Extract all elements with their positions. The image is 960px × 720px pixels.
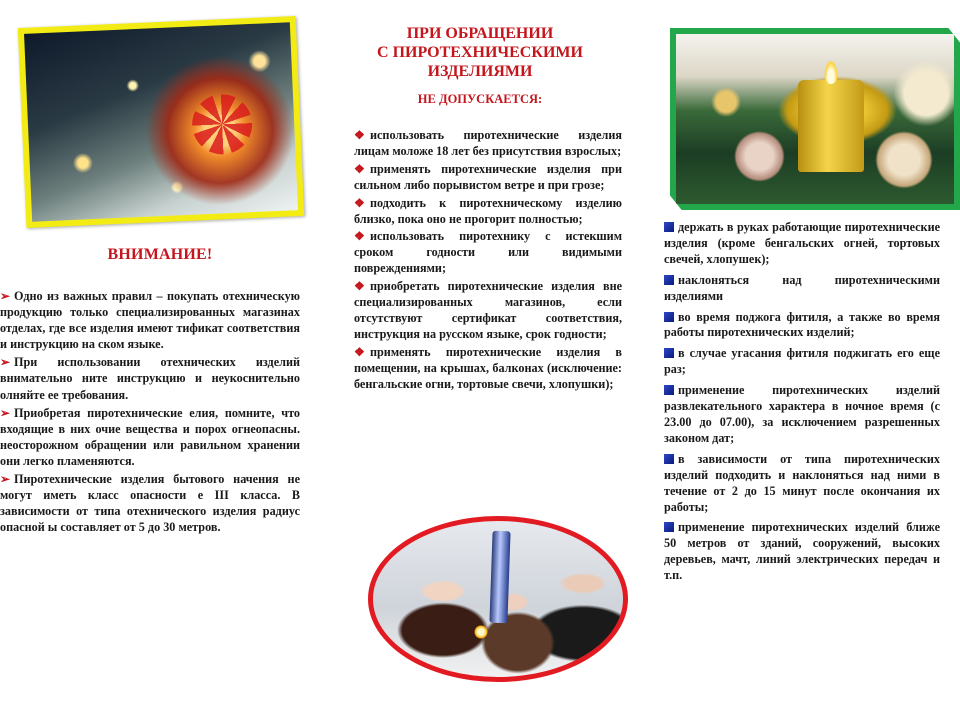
left-panel [0, 0, 320, 720]
firecracker-tube [489, 531, 510, 624]
diamond-bullet-icon: ❖ [354, 344, 365, 359]
list-item: ❖ применять пиротехнические изделия в помещении, на крышах, балконах (исключение: бенгальские огни, тортовые свечи, хлопушки); [354, 344, 622, 391]
attention-heading: ВНИМАНИЕ! [107, 246, 213, 263]
list-item: во время поджога фитиля, а также во время работы пиротехнических изделий; [664, 309, 940, 340]
square-bullet-icon [664, 222, 674, 232]
list-item: ❖ приобретать пиротехнические изделия вне специализированных магазинов, если отсутствуют сертификат соответствия, инструкция на русском языке, срок годности; [354, 279, 622, 341]
triangle-right-icon: ➢ [0, 355, 11, 370]
christmas-ornament-photo [18, 16, 304, 228]
square-bullet-icon [664, 348, 674, 358]
list-item: ➢ При использовании отехнических изделий внимательно ните инструкцию и неукоснительно олняйте ее требования. [0, 355, 300, 402]
list-item: ❖ использовать пиротехнические изделия лицам моложе 18 лет без присутствия взрослых; [354, 128, 622, 158]
list-item: держать в руках работающие пиротехнические изделия (кроме бенгальских огней, тортовых свечей, хлопушек); [664, 220, 940, 266]
list-item: наклоняться над пиротехническими изделиями [664, 272, 940, 303]
gold-candle [798, 80, 864, 172]
prohibited-list [354, 128, 622, 395]
page-title: ПРИ ОБРАЩЕНИИ С ПИРОТЕХНИЧЕСКИМИ ИЗДЕЛИЯМИ [377, 25, 583, 80]
right-panel [640, 0, 960, 720]
list-item: применение пиротехнических изделий развлекательного характера в ночное время (с 23.00 до 07.00), за исключением разрешенных законом дат; [664, 383, 940, 445]
triangle-right-icon: ➢ [0, 289, 11, 303]
square-bullet-icon [664, 454, 674, 464]
list-item: применение пиротехнических изделий ближе 50 метров от зданий, сооружений, высоких деревьев, мачт, линий электрических передач и т.п. [664, 520, 940, 583]
list-item: в зависимости от типа пиротехнических изделий подходить и наклоняться над ними в течение от 2 до 15 минут после окончания их работы; [664, 451, 940, 514]
list-item: в случае угасания фитиля поджигать его еще раз; [664, 346, 940, 377]
square-bullet-icon [664, 522, 674, 532]
flame-icon [824, 60, 838, 84]
diamond-bullet-icon: ❖ [354, 229, 365, 244]
list-item: ➢ Приобретая пиротехнические елия, помните, что входящие в них очие вещества и порох огнеопасны. неосторожном обращении или равильном хранении они легко пламеняются. [0, 405, 300, 468]
square-bullet-icon [664, 275, 674, 285]
square-bullet-icon [664, 385, 674, 395]
spark-icon [474, 625, 488, 639]
list-item: ➢ Пиротехнические изделия бытового начения не могут иметь класс опасности е III класса. В зависимости от типа отехнического изделия радиус опасной ы составляет от 5 до 30 метров. [0, 472, 300, 535]
diamond-bullet-icon: ❖ [354, 161, 365, 176]
middle-panel [330, 0, 630, 720]
list-item: ❖ использовать пиротехнику с истекшим сроком годности или видимыми повреждениями; [354, 229, 622, 276]
list-item: ❖ применять пиротехнические изделия при сильном либо порывистом ветре и при грозе; [354, 161, 622, 192]
left-rules-list [0, 288, 300, 537]
diamond-bullet-icon: ❖ [354, 279, 365, 294]
people-with-firecracker-photo [368, 516, 628, 682]
triangle-right-icon: ➢ [0, 472, 11, 487]
square-bullet-icon [664, 312, 674, 322]
list-item: ❖ подходить к пиротехническому изделию близко, пока оно не прогорит полностью; [354, 195, 622, 226]
list-item: ➢ Одно из важных правил – покупать отехническую продукцию только специализированных магазинах отделах, где все изделия имеют тификат соответствия и инструкцию на ском языке. [0, 289, 300, 352]
right-rules-list [664, 220, 940, 589]
diamond-bullet-icon: ❖ [354, 195, 365, 210]
candle-wreath-photo [670, 28, 960, 210]
triangle-right-icon: ➢ [0, 405, 11, 420]
diamond-bullet-icon: ❖ [354, 128, 365, 142]
prohibited-subtitle: НЕ ДОПУСКАЕТСЯ: [417, 92, 543, 106]
ornament-image [24, 22, 298, 221]
